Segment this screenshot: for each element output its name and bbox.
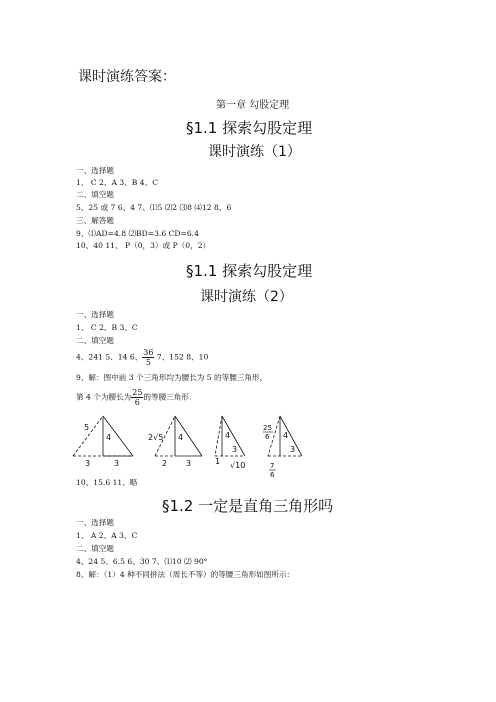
- figure-label: 25: [263, 424, 272, 432]
- fraction-denominator: 5: [145, 358, 151, 367]
- text-line: 二、填空题: [76, 544, 114, 553]
- text-line: 1、 C 2、A 3、B 4、C: [76, 178, 159, 187]
- text-line: 一、选择题: [76, 518, 114, 527]
- figure-label: 3: [114, 459, 120, 468]
- figure-label: 6: [265, 433, 270, 441]
- figure-label: 4: [283, 431, 289, 440]
- figure-label: 4: [225, 431, 231, 440]
- text-line: 4、24 5、6.5 6、30 7、⑴10 ⑵ 90°: [76, 557, 208, 566]
- isosceles-triangles-figure: [70, 408, 310, 478]
- section-heading-1: §1.1 探索勾股定理: [186, 119, 313, 137]
- figure-label: 7: [270, 462, 275, 470]
- figure-label: 6: [270, 471, 275, 478]
- text-line: 一、选择题: [76, 310, 114, 319]
- figure-label: 4: [178, 433, 184, 442]
- text-line: 一、选择题: [76, 166, 114, 175]
- fraction-denominator: 6: [134, 398, 140, 407]
- text-line: 二、填空题: [76, 190, 114, 199]
- fraction-numerator: 25: [132, 388, 143, 397]
- answer-line-fraction: [76, 388, 191, 407]
- text-line: 1、 C 2、B 3、C: [76, 323, 138, 332]
- text-line: 9、⑴AD=4.8 ⑵BD=3.6 CD=6.4: [76, 229, 199, 238]
- figure-label: 3: [186, 459, 192, 468]
- section-heading-3: §1.2 一定是直角三角形吗: [162, 497, 334, 515]
- fraction-36-5: [142, 348, 154, 367]
- figure-label: √10: [230, 461, 246, 470]
- fraction-numerator: 36: [143, 348, 154, 357]
- figure-label: 4: [106, 433, 112, 442]
- text-segment: 7、152 8、10: [154, 352, 209, 362]
- figure-label: 3: [85, 459, 91, 468]
- figure-label: 5: [84, 423, 90, 432]
- text-line: 二、填空题: [76, 336, 114, 345]
- figure-label: 3: [232, 445, 238, 454]
- text-line: 8、解：（1）4 种不同拼法（周长不等）的等腰三角形如图所示：: [76, 570, 295, 579]
- text-line: 5、25 或 7 6、4 7、⑴5 ⑵2 ⑶8 ⑷12 8、6: [76, 203, 232, 212]
- text-line: 9、解：图中前 3 个三角形均为腰长为 5 的等腰三角形，: [76, 373, 268, 382]
- text-segment: 第 4 个为腰长为: [76, 392, 132, 402]
- figure-label: 2√5: [148, 433, 164, 442]
- text-segment: 4、241 5、14 6、: [76, 352, 143, 362]
- section-heading-2: §1.1 探索勾股定理: [186, 262, 313, 280]
- text-segment: 的等腰三角形.: [143, 392, 192, 402]
- section-subheading-1: 课时演练（1）: [208, 144, 301, 160]
- triangle-figure-1: [73, 416, 133, 456]
- figure-label: 3: [290, 445, 296, 454]
- answer-line-fraction: [76, 348, 208, 367]
- text-line: 10、15.6 11、略: [76, 478, 138, 487]
- document-title: 课时演练答案：: [78, 69, 176, 85]
- text-line: 10、40 11、 P（0，3）或 P（0，2）: [76, 241, 211, 250]
- text-line: 1、 A 2、A 3、C: [76, 531, 138, 540]
- chapter-title: 第一章 勾股定理: [216, 100, 290, 111]
- text-line: 三、解答题: [76, 216, 114, 225]
- section-subheading-2: 课时演练（2）: [200, 289, 293, 305]
- fraction-25-6: [131, 388, 143, 407]
- figure-label: 1: [215, 457, 221, 466]
- figure-label: 2: [162, 459, 168, 468]
